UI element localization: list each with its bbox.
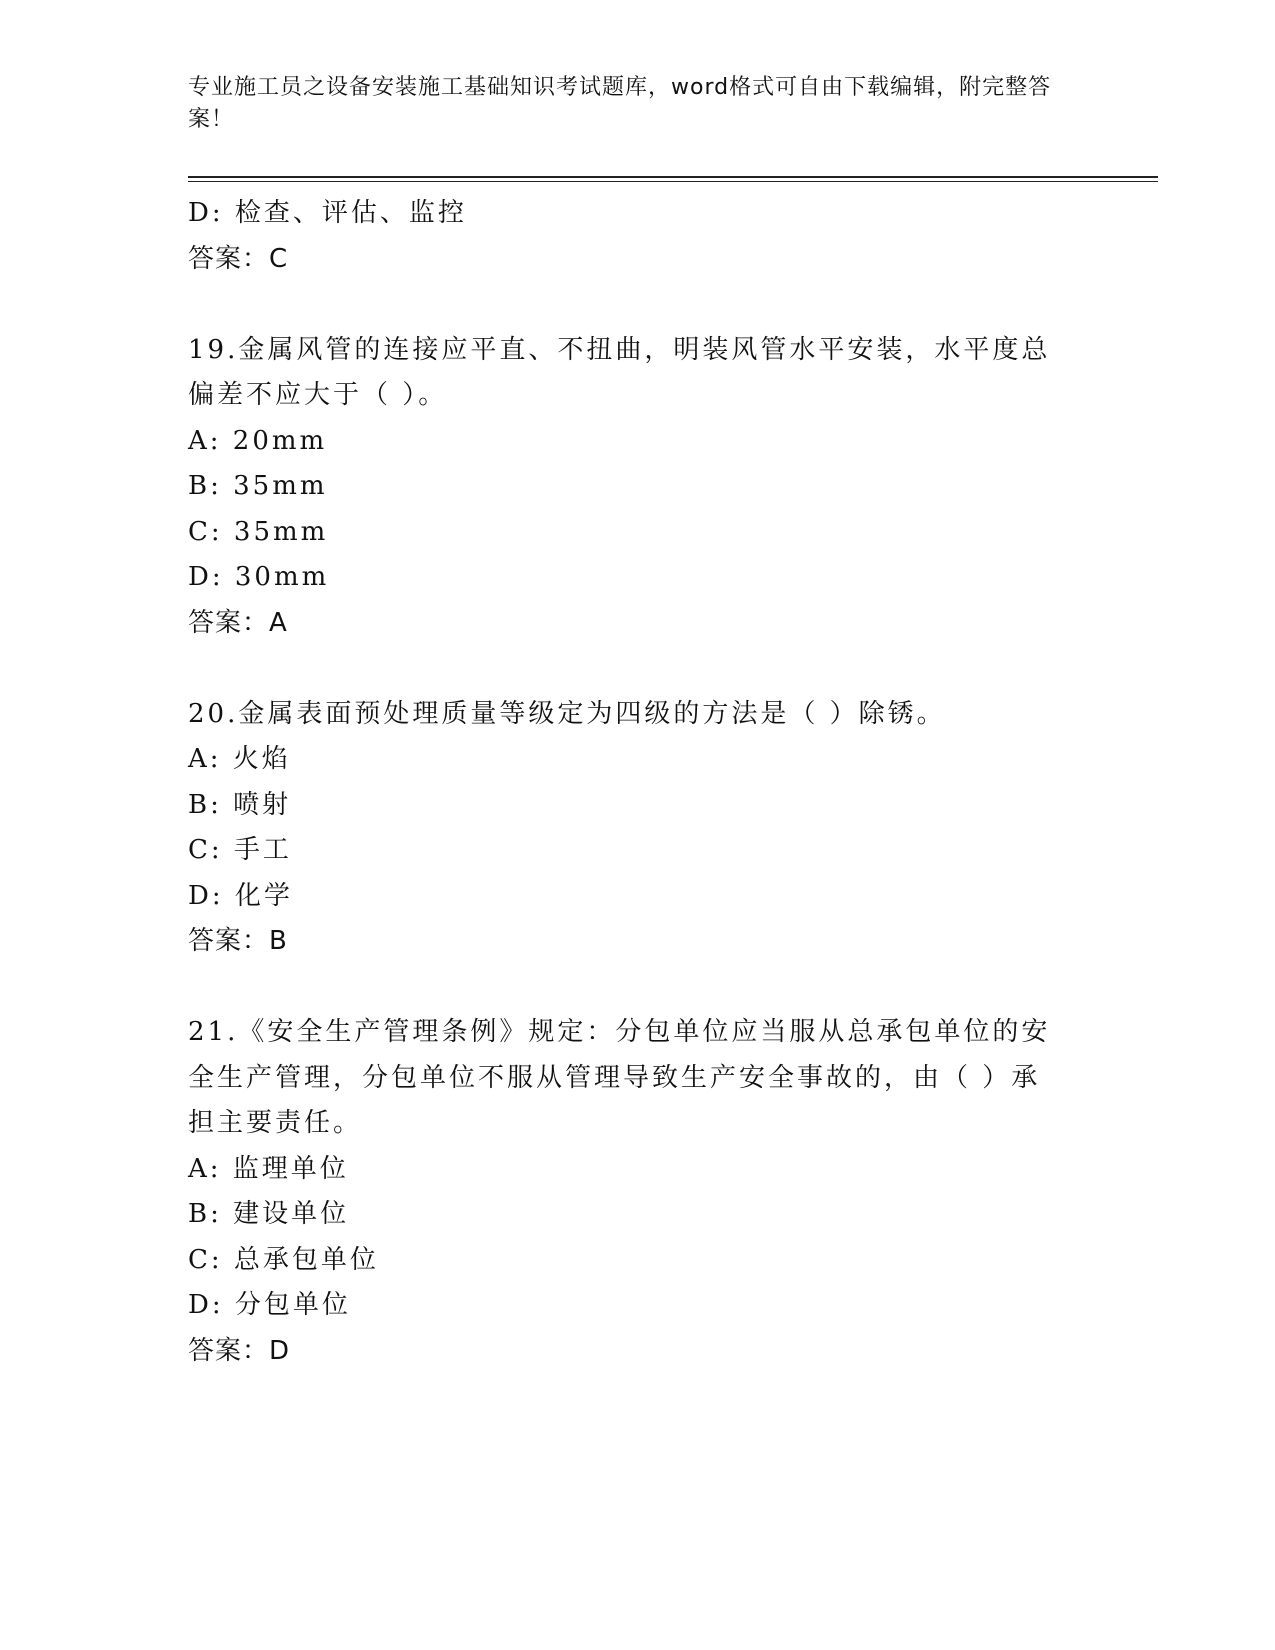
option-a: A: 火焰 <box>188 744 291 774</box>
question-19-text: 19.金属风管的连接应平直、不扭曲，明装风管水平安装，水平度总偏差不应大于（ ）。 <box>188 334 1051 410</box>
answer-line: 答案：D <box>188 1335 291 1366</box>
answer-line: 答案：C <box>188 243 289 274</box>
option-d: D: 化学 <box>188 880 293 911</box>
option-b: B: 35mm <box>188 471 328 501</box>
spacer <box>188 282 1088 328</box>
option-c: C: 手工 <box>188 835 292 865</box>
option-c: C: 总承包单位 <box>188 1244 379 1275</box>
option-d: D: 30mm <box>188 562 330 592</box>
option-a: A: 监理单位 <box>188 1153 349 1184</box>
option-b: B: 喷射 <box>188 789 292 820</box>
header-rule-thick <box>188 176 1158 178</box>
answer-line: 答案：A <box>188 607 288 638</box>
option-c: C: 35mm <box>188 516 329 547</box>
option-d: D: 检查、评估、监控 <box>188 198 467 228</box>
question-20-text: 20.金属表面预处理质量等级定为四级的方法是（ ）除锈。 <box>188 698 946 729</box>
spacer <box>188 965 1088 1011</box>
option-b: B: 建设单位 <box>188 1199 350 1229</box>
spacer <box>188 646 1088 692</box>
question-list <box>188 191 1088 1374</box>
document-header: 专业施工员之设备安装施工基础知识考试题库，word格式可自由下载编辑，附完整答案！ <box>188 75 1052 132</box>
option-d: D: 分包单位 <box>188 1290 351 1320</box>
option-a: A: 20mm <box>188 425 328 456</box>
header-rule-thin <box>188 181 1158 182</box>
question-21-text: 21.《安全生产管理条例》规定：分包单位应当服从总承包单位的安全生产管理，分包单位不服从管理导致生产安全事故的，由（ ）承担主要责任。 <box>188 1017 1051 1138</box>
answer-line: 答案：B <box>188 926 288 956</box>
